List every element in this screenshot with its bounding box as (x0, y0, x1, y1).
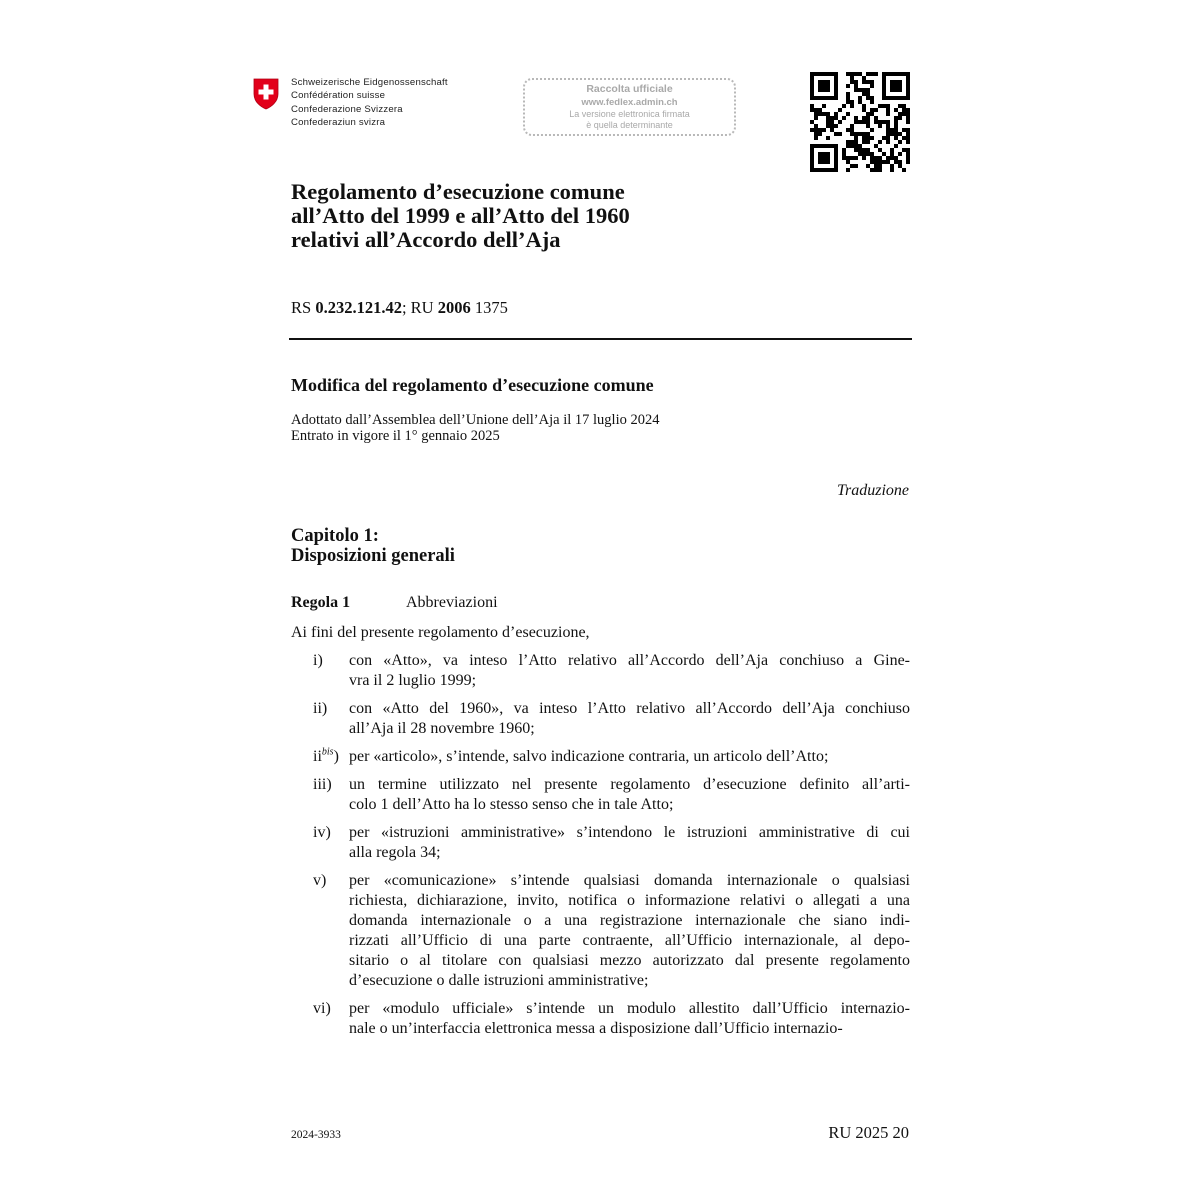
text-line: alla regola 34; (349, 844, 441, 861)
stamp-note-1: La versione elettronica firmata (569, 109, 690, 119)
footer-ru-reference: RU 2025 20 (828, 1123, 909, 1142)
text-line: rizzati all’Ufficio di una parte contraente, all’Ufficio internazionale, al depo- (349, 932, 910, 949)
reference-line (291, 298, 508, 318)
list-item-number: vi) (313, 1000, 331, 1017)
list-item-text (349, 699, 910, 739)
list-item-number: iii) (313, 776, 332, 793)
confederation-name-de: Schweizerische Eidgenossenschaft (291, 77, 448, 88)
list-item (313, 747, 910, 767)
rs-prefix: RS (291, 298, 316, 317)
list-item-number: i) (313, 652, 323, 669)
list-item-text (349, 999, 910, 1039)
confederation-name-rm: Confederaziun svizra (291, 117, 386, 129)
list-item-text (349, 871, 910, 991)
rule-number: Regola 1 (291, 594, 351, 611)
text-line: nale o un’interfaccia elettronica messa a disposizione dall’Ufficio internazio- (349, 1020, 843, 1037)
chapter-heading (291, 526, 455, 566)
text-line: per «comunicazione» s’intende qualsiasi domanda internazionale o qualsiasi (349, 872, 910, 889)
text-line: d’esecuzione o dalle istruzioni amministrative; (349, 972, 649, 989)
text-line: vra il 2 luglio 1999; (349, 672, 477, 689)
list-item-number: ii) (313, 700, 328, 717)
text-line: all’Aja il 28 novembre 1960; (349, 720, 535, 737)
stamp-note-2: è quella determinante (586, 120, 673, 130)
list-item-number: $ii^{bis}$) (313, 746, 339, 765)
intro-paragraph: Ai fini del presente regolamento d’esecuzione, (291, 624, 590, 641)
text-line: sitario o al titolare con qualsiasi mezzo autorizzato dal presente regolamento (349, 952, 910, 969)
list-item (313, 871, 910, 991)
stamp-title: Raccolta ufficiale (586, 83, 673, 95)
definitions-list (313, 651, 910, 1047)
document-title (291, 180, 630, 252)
in-force-date: Entrato in vigore il 1° gennaio 2025 (291, 428, 500, 444)
qr-code-icon (810, 72, 910, 172)
official-collection-stamp (523, 78, 736, 136)
modification-title: Modifica del regolamento d’esecuzione comune (291, 375, 654, 395)
list-item (313, 823, 910, 863)
text-line: per «istruzioni amministrative» s’intendono le istruzioni amministrative di cui (349, 824, 910, 841)
translation-label: Traduzione (836, 482, 909, 499)
confederation-name-it: Confederazione Svizzera (291, 103, 403, 115)
chapter-title: Disposizioni generali (291, 546, 455, 566)
list-item-text (349, 747, 910, 767)
document-title-line: relativi all’Accordo dell’Aja (291, 227, 561, 252)
list-item (313, 999, 910, 1039)
ru-page: 1375 (470, 298, 508, 317)
text-line: un termine utilizzato nel presente regolamento d’esecuzione definito all’arti- (349, 776, 910, 793)
text-line: richiesta, dichiarazione, invito, notifica o informazione relativi o allegati a una (349, 892, 910, 909)
list-item-text (349, 651, 910, 691)
swiss-coat-of-arms-icon (253, 78, 279, 110)
adopted-date: Adottato dall’Assemblea dell’Unione dell’Aja il 17 luglio 2024 (291, 412, 660, 428)
list-item (313, 651, 910, 691)
header-divider (289, 338, 912, 340)
confederation-names (291, 76, 448, 130)
text-line: per «articolo», s’intende, salvo indicazione contraria, un articolo dell’Atto; (349, 748, 829, 765)
text-line: domanda internazionale o a una registrazione internazionale che siano indi- (349, 912, 910, 929)
footer-document-id: 2024-3933 (291, 1129, 341, 1141)
list-item-text (349, 823, 910, 863)
list-item (313, 699, 910, 739)
rule-title: Abbreviazioni (406, 594, 498, 611)
ru-prefix: ; RU (401, 298, 438, 317)
document-title-line: Regolamento d’esecuzione comune (291, 179, 625, 204)
chapter-number: Capitolo 1: (291, 526, 379, 546)
confederation-name-fr: Confédération suisse (291, 90, 386, 102)
confederation-header (253, 76, 448, 130)
ru-year: 2006 (437, 298, 471, 317)
document-title-line: all’Atto del 1999 e all’Atto del 1960 (291, 203, 630, 228)
text-line: colo 1 dell’Atto ha lo stesso senso che in tale Atto; (349, 796, 674, 813)
list-item-text (349, 775, 910, 815)
rs-number: 0.232.121.42 (315, 298, 402, 317)
rule-heading (291, 594, 498, 612)
text-line: con «Atto», va inteso l’Atto relativo all’Accordo dell’Aja conchiuso a Gine- (349, 652, 910, 669)
list-item-number: iv) (313, 824, 331, 841)
stamp-url: www.fedlex.admin.ch (581, 97, 678, 108)
list-item (313, 775, 910, 815)
text-line: con «Atto del 1960», va inteso l’Atto relativo all’Accordo dell’Aja conchiuso (349, 700, 910, 717)
adoption-info (291, 412, 659, 444)
text-line: per «modulo ufficiale» s’intende un modulo allestito dall’Ufficio internazio- (349, 1000, 910, 1017)
list-item-number: v) (313, 872, 327, 889)
